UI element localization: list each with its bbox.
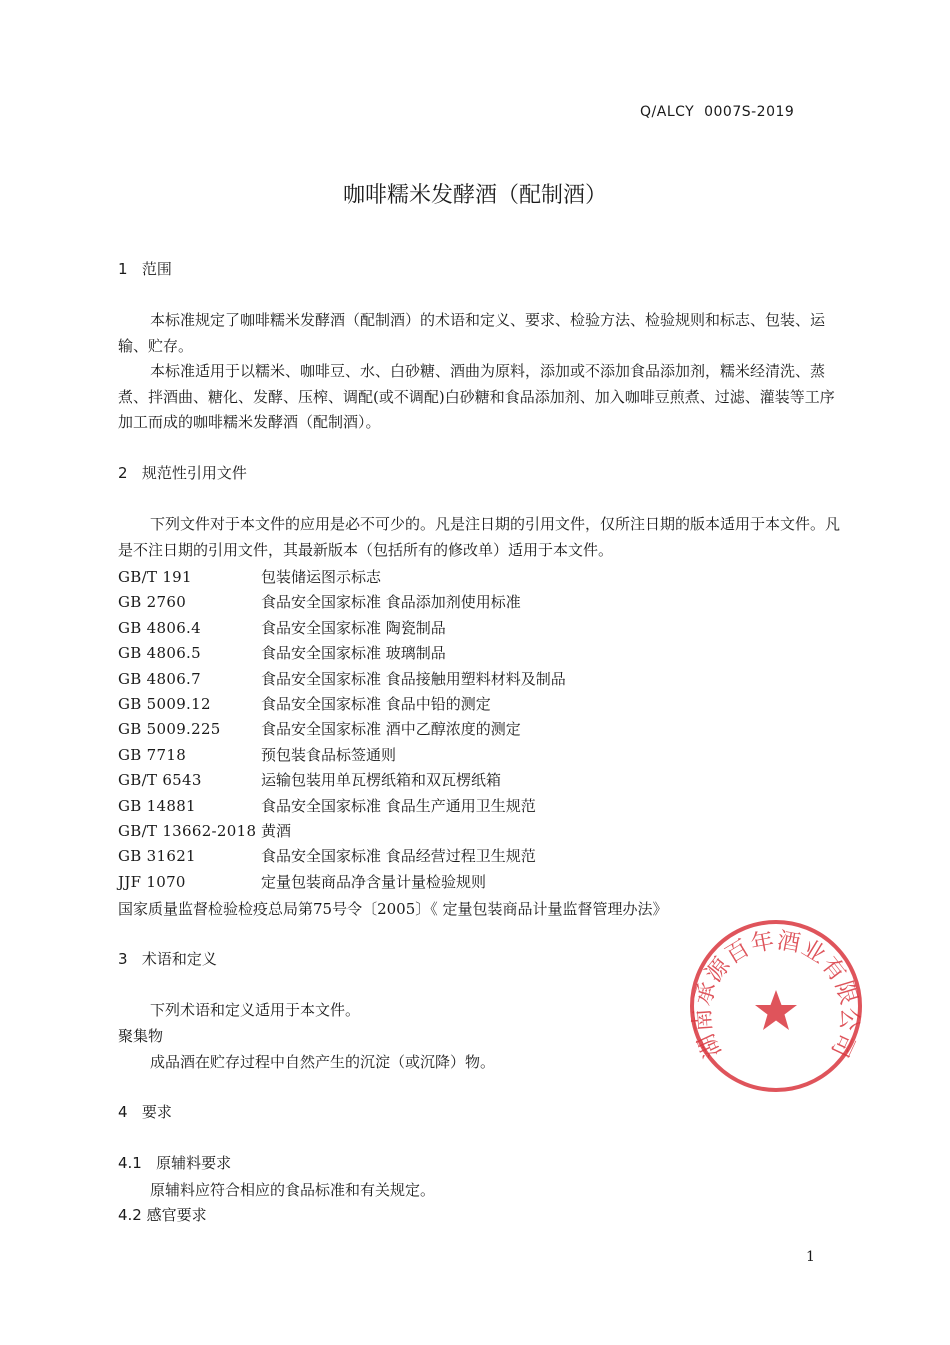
reference-code: GB 2760 (118, 593, 187, 612)
reference-row (118, 667, 566, 692)
reference-code: GB 4806.7 (118, 669, 201, 688)
reference-title: 食品安全国家标准 陶瓷制品 (261, 618, 446, 637)
reference-code: GB 4806.5 (118, 644, 201, 663)
reference-code: GB 7718 (118, 745, 187, 764)
regulation-reference: 国家质量监督检验检疫总局第75号令〔2005〕《 定量包装商品计量监督管理办法》 (118, 900, 668, 918)
reference-row (118, 641, 566, 666)
reference-code: GB/T 13662-2018 (118, 821, 257, 840)
section-1-paragraph-1: 本标准规定了咖啡糯米发酵酒（配制酒）的术语和定义、要求、检验方法、检验规则和标志、包装、运输、贮存。 (118, 311, 826, 355)
reference-row (118, 590, 566, 615)
reference-code: GB 14881 (118, 796, 196, 815)
reference-row (118, 743, 566, 768)
reference-title: 食品安全国家标准 食品添加剂使用标准 (261, 593, 521, 612)
section-3-intro: 下列术语和定义适用于本文件。 (150, 1001, 361, 1019)
section-1-heading: 1 范围 (118, 260, 172, 278)
reference-title: 食品安全国家标准 食品中铅的测定 (261, 694, 491, 713)
reference-code: GB 5009.12 (118, 694, 211, 713)
reference-row (118, 717, 566, 742)
reference-code: GB 4806.4 (118, 618, 201, 637)
reference-title: 食品安全国家标准 食品接触用塑料材料及制品 (261, 669, 566, 688)
reference-title: 黄酒 (261, 821, 292, 840)
reference-title: 食品安全国家标准 食品生产通用卫生规范 (261, 796, 536, 815)
document-title: 咖啡糯米发酵酒（配制酒） (342, 183, 607, 208)
section-4-2-heading: 4.2 感官要求 (118, 1206, 207, 1224)
reference-row (118, 870, 566, 895)
reference-code: GB/T 6543 (118, 771, 202, 790)
seal-text: 湖南承源百年酒业有限公司 (689, 927, 863, 1062)
section-2-heading: 2 规范性引用文件 (118, 464, 247, 482)
reference-title: 食品安全国家标准 玻璃制品 (261, 644, 446, 663)
reference-row (118, 768, 566, 793)
reference-title: 运输包装用单瓦楞纸箱和双瓦楞纸箱 (261, 771, 502, 790)
reference-row (118, 616, 566, 641)
section-4-1-heading: 4.1 原辅料要求 (118, 1154, 232, 1172)
section-4-1-text: 原辅料应符合相应的食品标准和有关规定。 (150, 1181, 436, 1199)
reference-code: GB 5009.225 (118, 720, 221, 739)
reference-list (118, 565, 566, 895)
reference-code: JJF 1070 (118, 872, 186, 891)
reference-title: 定量包装商品净含量计量检验规则 (261, 872, 487, 891)
reference-row (118, 844, 566, 869)
reference-title: 包装储运图示标志 (261, 568, 382, 586)
section-3-heading: 3 术语和定义 (118, 950, 217, 968)
reference-code: GB 31621 (118, 847, 196, 866)
reference-row (118, 819, 566, 844)
reference-title: 预包装食品标签通则 (261, 745, 397, 764)
company-seal (688, 918, 864, 1094)
term-name: 聚集物 (118, 1027, 164, 1045)
seal-graphic (688, 918, 864, 1094)
term-definition: 成品酒在贮存过程中自然产生的沉淀（或沉降）物。 (150, 1053, 496, 1071)
section-4-heading: 4 要求 (118, 1103, 172, 1121)
reference-row (118, 692, 566, 717)
reference-title: 食品安全国家标准 酒中乙醇浓度的测定 (261, 720, 521, 739)
reference-code: GB/T 191 (118, 568, 192, 586)
section-1-paragraph-2: 本标准适用于以糯米、咖啡豆、水、白砂糖、酒曲为原料，添加或不添加食品添加剂，糯米经清洗、蒸煮、拌酒曲、糖化、发酵、压榨、调配(或不调配)白砂糖和食品添加剂、加入咖啡豆煎煮、过滤、灌装等工序加工而成的咖啡糯米发酵酒（配制酒）。 (118, 362, 835, 431)
page-number: 1 (806, 1249, 815, 1265)
seal-star-icon (755, 990, 797, 1030)
section-2-intro: 下列文件对于本文件的应用是必不可少的。凡是注日期的引用文件，仅所注日期的版本适用于本文件。凡是不注日期的引用文件，其最新版本（包括所有的修改单）适用于本文件。 (118, 515, 841, 559)
document-number: Q/ALCY 0007S-2019 (640, 104, 795, 120)
reference-row (118, 565, 566, 590)
reference-row (118, 794, 566, 819)
reference-title: 食品安全国家标准 食品经营过程卫生规范 (261, 847, 536, 866)
